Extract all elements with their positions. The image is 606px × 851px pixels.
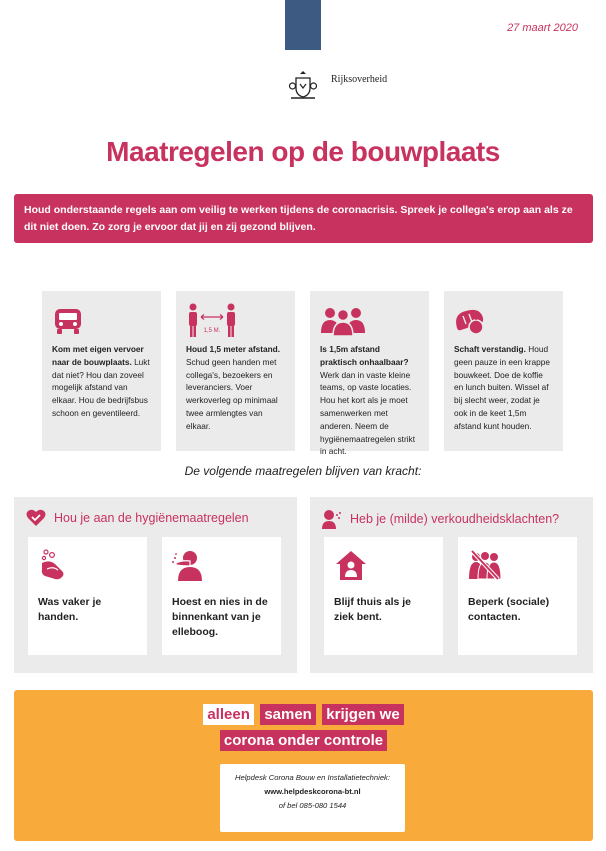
item-text: Beperk (sociale) contacten.	[468, 596, 550, 623]
card-heading: Is 1,5m afstand praktisch onhaalbaar?	[320, 344, 409, 367]
intro-banner: Houd onderstaande regels aan om veilig te werken tijdens de coronacrisis. Spreek je collega's erop aan als ze dit niet doen. Zo zorg je ervoor dat jij en zij gezond blijven.	[14, 194, 593, 243]
card-afstand	[176, 291, 295, 451]
item-hoesten	[162, 537, 281, 655]
sick-person-icon	[322, 509, 342, 529]
slogan-word: corona onder controle	[220, 730, 387, 751]
distance-label: 1,5 M.	[203, 328, 221, 334]
card-heading: Kom met eigen vervoer naar de bouwplaats.	[52, 344, 144, 367]
item-text: Hoest en nies in de binnenkant van je elleboog.	[172, 596, 268, 638]
card-heading: Schaft verstandig.	[454, 344, 526, 354]
slogan-block	[14, 690, 593, 841]
slogan-line-2	[14, 730, 593, 751]
card-body: Lukt dat niet? Hou dan zoveel mogelijk afstand van elkaar. Hou de bedrijfsbus schoon en geventileerd.	[52, 356, 150, 418]
van-icon	[52, 305, 84, 337]
item-thuis	[324, 537, 443, 655]
panel-klachten	[310, 497, 593, 673]
card-body: Houd geen pauze in een krappe bouwkeet. Doe de koffie en lunch buiten. Wissel af bij slecht weer, zodat je ook in de keet 1,5m afstand kunt houden.	[454, 344, 550, 431]
slogan-word: alleen	[203, 704, 254, 725]
card-body: Schud geen handen met collega's, bezoekers en leveranciers. Voer werkoverleg op minimaal twee armlengtes van elkaar.	[186, 356, 278, 431]
measures-subtitle: De volgende maatregelen blijven van kracht:	[184, 464, 422, 478]
card-vervoer	[42, 291, 161, 451]
heart-icon	[26, 509, 46, 527]
coat-of-arms-icon	[289, 70, 317, 102]
helpdesk-url[interactable]: www.helpdeskcorona-bt.nl	[264, 787, 361, 796]
panel-heading: Heb je (milde) verkoudheidsklachten?	[350, 512, 560, 526]
card-schaften	[444, 291, 563, 451]
card-heading: Houd 1,5 meter afstand.	[186, 344, 281, 354]
bread-apple-icon	[454, 306, 486, 336]
panel-hygiene	[14, 497, 297, 673]
helpdesk-name: Helpdesk Corona Bouw en Installatietechniek:	[235, 773, 390, 782]
home-icon	[334, 549, 368, 581]
logo-bar	[285, 0, 321, 50]
item-text: Blijf thuis als je ziek bent.	[334, 596, 412, 623]
item-contacten	[458, 537, 577, 655]
item-handen	[28, 537, 147, 655]
card-teams	[310, 291, 429, 457]
no-contact-icon	[468, 549, 502, 581]
distance-icon	[186, 303, 238, 339]
panel-heading: Hou je aan de hygiënemaatregelen	[54, 511, 249, 525]
helpdesk-phone: of bel 085-080 1544	[278, 801, 347, 810]
item-text: Was vaker je handen.	[38, 596, 102, 623]
slogan-word: krijgen we	[322, 704, 403, 725]
group-icon	[320, 305, 366, 337]
slogan-word: samen	[260, 704, 316, 725]
page-title: Maatregelen op de bouwplaats	[106, 136, 500, 167]
sneeze-elbow-icon	[172, 549, 206, 581]
helpdesk-box	[220, 764, 405, 832]
card-body: Werk dan in vaste kleine teams, op vaste locaties. Hou het kort als je moet samenwerken met anderen. Neem de hygiënemaatregelen strikt in acht.	[320, 369, 416, 457]
slogan-line-1	[14, 704, 593, 725]
hand-wash-icon	[38, 549, 68, 581]
org-name: Rijksoverheid	[331, 74, 388, 85]
date: 27 maart 2020	[507, 22, 578, 34]
